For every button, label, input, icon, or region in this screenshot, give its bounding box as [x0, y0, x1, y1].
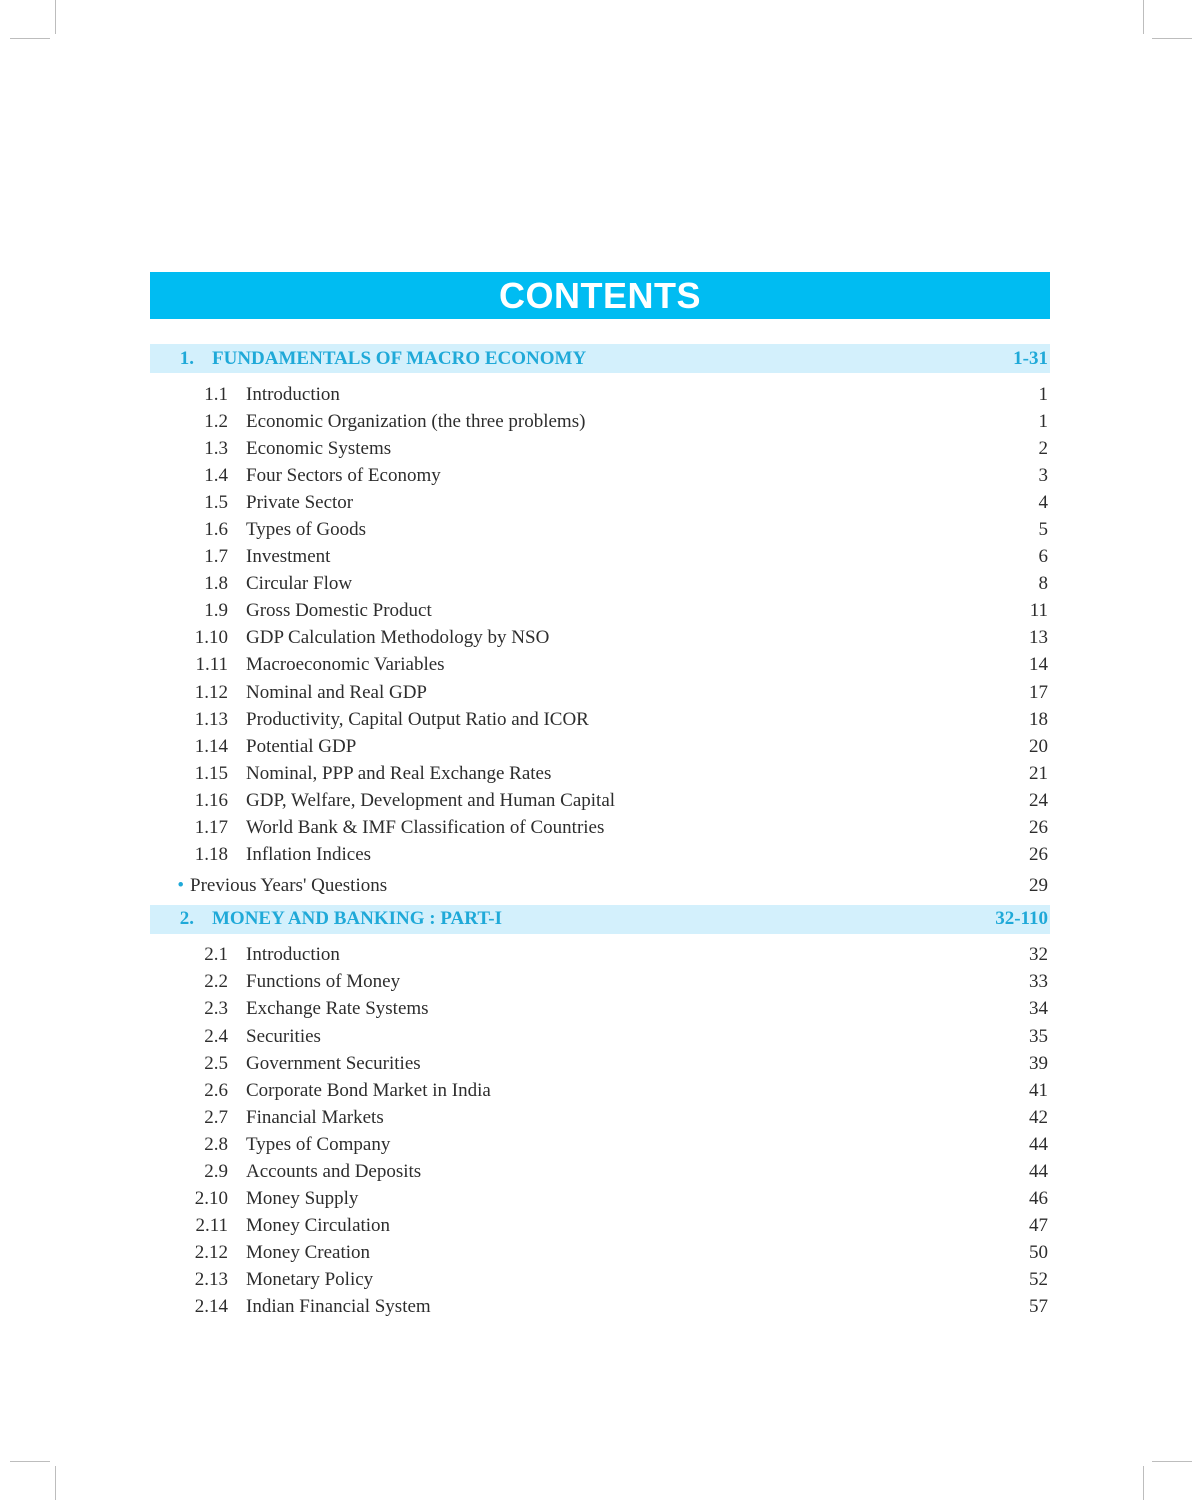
- toc-entry[interactable]: [150, 544, 1050, 571]
- section-number: 1.6: [204, 519, 228, 541]
- toc-entry[interactable]: [150, 489, 1050, 516]
- toc-entry[interactable]: [150, 571, 1050, 598]
- section-title: GDP Calculation Methodology by NSO: [246, 627, 550, 649]
- section-page: 6: [1038, 546, 1048, 568]
- section-title: Government Securities: [246, 1052, 421, 1074]
- toc-entry[interactable]: [150, 1294, 1050, 1321]
- section-page: 18: [1029, 708, 1048, 730]
- section-title: Nominal, PPP and Real Exchange Rates: [246, 762, 552, 784]
- section-title: Potential GDP: [246, 735, 357, 757]
- toc-entry[interactable]: [150, 408, 1050, 435]
- section-title: Introduction: [246, 383, 340, 405]
- section-number: 2.9: [204, 1160, 228, 1182]
- section-number: 1.1: [204, 383, 228, 405]
- section-number: 1.14: [194, 735, 228, 757]
- section-title: Money Creation: [246, 1242, 371, 1264]
- section-page: 13: [1029, 627, 1048, 649]
- section-number: 1.12: [194, 681, 228, 703]
- section-title: Economic Systems: [246, 437, 392, 459]
- section-title: Money Supply: [246, 1188, 359, 1210]
- section-title: Nominal and Real GDP: [246, 681, 428, 703]
- section-number: 1.5: [204, 491, 228, 513]
- section-number: 2.5: [204, 1052, 228, 1074]
- section-page: 1: [1038, 410, 1048, 432]
- section-number: 2.3: [204, 998, 228, 1020]
- section-number: 1.3: [204, 437, 228, 459]
- section-page: 24: [1029, 789, 1048, 811]
- section-title: World Bank & IMF Classification of Countries: [246, 817, 605, 839]
- section-page: 1: [1038, 383, 1048, 405]
- section-page: 50: [1029, 1242, 1048, 1264]
- section-page: 4: [1038, 491, 1048, 513]
- section-title: Functions of Money: [246, 971, 401, 993]
- toc-entry[interactable]: [150, 1077, 1050, 1104]
- section-number: 1.11: [195, 654, 228, 676]
- section-page: 35: [1029, 1025, 1048, 1047]
- section-title: Previous Years' Questions: [190, 875, 388, 897]
- section-number: 1.16: [194, 789, 228, 811]
- section-page: 29: [1029, 875, 1048, 897]
- section-title: Exchange Rate Systems: [246, 998, 429, 1020]
- toc-entry[interactable]: [150, 760, 1050, 787]
- section-number: 2.12: [194, 1242, 228, 1264]
- section-number: 1.13: [194, 708, 228, 730]
- section-title: Monetary Policy: [246, 1269, 374, 1291]
- section-page: 8: [1038, 573, 1048, 595]
- section-number: 2.13: [194, 1269, 228, 1291]
- contents-banner: CONTENTS: [150, 272, 1050, 319]
- section-title: Inflation Indices: [246, 844, 372, 866]
- crop-mark: [55, 1466, 56, 1500]
- section-page: 46: [1029, 1188, 1048, 1210]
- toc-entry[interactable]: [150, 652, 1050, 679]
- toc-entry[interactable]: [150, 462, 1050, 489]
- section-page: 3: [1038, 464, 1048, 486]
- chapter-number: 2.: [179, 908, 194, 930]
- section-number: 1.10: [194, 627, 228, 649]
- section-page: 47: [1029, 1215, 1048, 1237]
- section-title: Types of Company: [246, 1133, 391, 1155]
- section-title: Corporate Bond Market in India: [246, 1079, 491, 1101]
- toc-entry[interactable]: [150, 787, 1050, 814]
- section-number: 2.11: [195, 1215, 228, 1237]
- toc-entry[interactable]: [150, 516, 1050, 543]
- section-page: 2: [1038, 437, 1048, 459]
- section-number: 2.1: [204, 944, 228, 966]
- chapter-pages: 32-110: [995, 908, 1048, 930]
- section-number: 1.2: [204, 410, 228, 432]
- section-number: 1.18: [194, 844, 228, 866]
- toc-entry[interactable]: [150, 942, 1050, 969]
- section-title: GDP, Welfare, Development and Human Capital: [246, 789, 616, 811]
- toc-entry[interactable]: [150, 679, 1050, 706]
- section-number: 2.10: [194, 1188, 228, 1210]
- section-page: 26: [1029, 817, 1048, 839]
- toc-entry[interactable]: [150, 1104, 1050, 1131]
- section-page: 42: [1029, 1106, 1048, 1128]
- toc-entry[interactable]: [150, 733, 1050, 760]
- section-number: 2.4: [204, 1025, 228, 1047]
- section-title: Gross Domestic Product: [246, 600, 432, 622]
- section-number: 1.9: [204, 600, 228, 622]
- section-page: 39: [1029, 1052, 1048, 1074]
- section-page: 21: [1029, 762, 1048, 784]
- crop-mark: [10, 38, 50, 39]
- toc-entry[interactable]: [150, 815, 1050, 842]
- section-title: Money Circulation: [246, 1215, 391, 1237]
- section-title: Securities: [246, 1025, 321, 1047]
- chapter-header-2[interactable]: [150, 905, 1050, 934]
- section-title: Productivity, Capital Output Ratio and ICOR: [246, 708, 589, 730]
- section-page: 11: [1029, 600, 1048, 622]
- section-page: 44: [1029, 1160, 1048, 1182]
- section-number: 2.14: [194, 1296, 228, 1318]
- section-title: Accounts and Deposits: [246, 1160, 422, 1182]
- section-number: 1.15: [194, 762, 228, 784]
- toc-entry[interactable]: [150, 969, 1050, 996]
- toc-entry[interactable]: [150, 435, 1050, 462]
- section-number: 1.8: [204, 573, 228, 595]
- crop-mark: [10, 1461, 50, 1462]
- contents-page: [150, 272, 1050, 1325]
- section-title: Circular Flow: [246, 573, 353, 595]
- toc-entry[interactable]: [150, 1186, 1050, 1213]
- toc-entry[interactable]: [150, 1131, 1050, 1158]
- section-number: 2.8: [204, 1133, 228, 1155]
- toc-entry[interactable]: [150, 1267, 1050, 1294]
- toc-entry[interactable]: [150, 1023, 1050, 1050]
- bullet-icon: •: [177, 875, 184, 897]
- toc-entry[interactable]: [150, 381, 1050, 408]
- section-page: 5: [1038, 519, 1048, 541]
- section-page: 34: [1029, 998, 1048, 1020]
- toc-entry[interactable]: [150, 996, 1050, 1023]
- toc-entry[interactable]: [150, 1158, 1050, 1185]
- chapter-pages: 1-31: [1013, 347, 1048, 369]
- toc-entry[interactable]: [150, 1213, 1050, 1240]
- chapter-number: 1.: [179, 347, 194, 369]
- crop-mark: [1152, 1461, 1192, 1462]
- section-page: 41: [1029, 1079, 1048, 1101]
- section-title: Indian Financial System: [246, 1296, 431, 1318]
- crop-mark: [1152, 38, 1192, 39]
- toc-entry[interactable]: [150, 1050, 1050, 1077]
- section-title: Financial Markets: [246, 1106, 384, 1128]
- section-page: 20: [1029, 735, 1048, 757]
- section-page: 17: [1029, 681, 1048, 703]
- toc-entry[interactable]: [150, 842, 1050, 869]
- crop-mark: [1143, 0, 1144, 34]
- section-title: Four Sectors of Economy: [246, 464, 441, 486]
- section-number: 1.4: [204, 464, 228, 486]
- section-title: Economic Organization (the three problems): [246, 410, 586, 432]
- chapter-title: MONEY AND BANKING : PART-I: [212, 908, 502, 930]
- toc-entry[interactable]: [150, 1240, 1050, 1267]
- section-page: 57: [1029, 1296, 1048, 1318]
- section-page: 26: [1029, 844, 1048, 866]
- toc-entry[interactable]: [150, 598, 1050, 625]
- section-title: Investment: [246, 546, 331, 568]
- section-number: 1.7: [204, 546, 228, 568]
- section-number: 2.2: [204, 971, 228, 993]
- section-page: 52: [1029, 1269, 1048, 1291]
- crop-mark: [55, 0, 56, 34]
- chapter-1-sections: [150, 381, 1050, 869]
- previous-years-questions[interactable]: [150, 873, 1050, 900]
- section-title: Introduction: [246, 944, 340, 966]
- section-title: Macroeconomic Variables: [246, 654, 445, 676]
- chapter-header-1[interactable]: [150, 344, 1050, 373]
- toc-entry[interactable]: [150, 625, 1050, 652]
- section-title: Types of Goods: [246, 519, 367, 541]
- toc-entry[interactable]: [150, 706, 1050, 733]
- section-page: 14: [1029, 654, 1048, 676]
- section-page: 32: [1029, 944, 1048, 966]
- section-number: 1.17: [194, 817, 228, 839]
- chapter-title: FUNDAMENTALS OF MACRO ECONOMY: [212, 347, 587, 369]
- section-page: 33: [1029, 971, 1048, 993]
- section-page: 44: [1029, 1133, 1048, 1155]
- section-title: Private Sector: [246, 491, 354, 513]
- crop-mark: [1143, 1466, 1144, 1500]
- chapter-2-sections: [150, 942, 1050, 1321]
- section-number: 2.6: [204, 1079, 228, 1101]
- section-number: 2.7: [204, 1106, 228, 1128]
